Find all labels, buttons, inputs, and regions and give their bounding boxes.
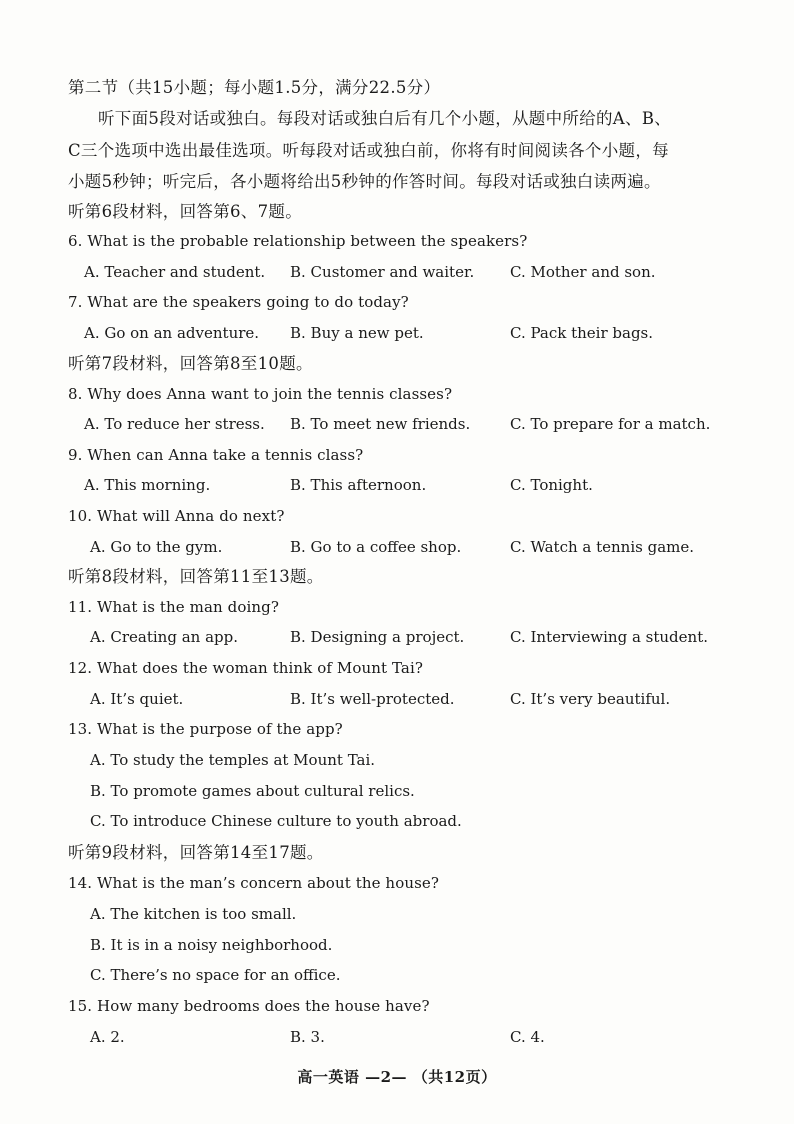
q11-option-c: C. Interviewing a student. <box>510 628 708 646</box>
q15-option-a: A. 2. <box>90 1028 125 1046</box>
q13-option-b: B. To promote games about cultural relics. <box>90 782 415 800</box>
q12-option-b: B. It’s well-protected. <box>290 690 455 708</box>
q11-option-b: B. Designing a project. <box>290 628 465 646</box>
question-8: 8. Why does Anna want to join the tennis classes? <box>68 385 453 403</box>
question-9: 9. When can Anna take a tennis class? <box>68 446 364 464</box>
q15-option-c: C. 4. <box>510 1028 545 1046</box>
q10-option-b: B. Go to a coffee shop. <box>290 538 462 556</box>
question-13: 13. What is the purpose of the app? <box>68 720 343 738</box>
question-7: 7. What are the speakers going to do today? <box>68 293 409 311</box>
q12-option-c: C. It’s very beautiful. <box>510 690 671 708</box>
q9-option-b: B. This afternoon. <box>290 476 427 494</box>
instructions-line-1: 听下面5段对话或独白。每段对话或独白后有几个小题，从题中所给的A、B、 <box>98 109 672 128</box>
q7-option-c: C. Pack their bags. <box>510 324 654 342</box>
instructions-line-2: C三个选项中选出最佳选项。听每段对话或独白前，你将有时间阅读各个小题，每 <box>68 141 669 160</box>
question-12: 12. What does the woman think of Mount Tai? <box>68 659 423 677</box>
q12-option-a: A. It’s quiet. <box>90 690 184 708</box>
q8-option-b: B. To meet new friends. <box>290 415 471 433</box>
question-6: 6. What is the probable relationship between the speakers? <box>68 232 528 250</box>
q6-option-c: C. Mother and son. <box>510 263 656 281</box>
q13-option-a: A. To study the temples at Mount Tai. <box>90 751 376 769</box>
material-7-label: 听第7段材料，回答第8至10题。 <box>68 354 313 373</box>
q7-option-b: B. Buy a new pet. <box>290 324 424 342</box>
q10-option-a: A. Go to the gym. <box>90 538 223 556</box>
q11-option-a: A. Creating an app. <box>90 628 238 646</box>
q13-option-c: C. To introduce Chinese culture to youth abroad. <box>90 812 462 830</box>
q14-option-a: A. The kitchen is too small. <box>90 905 297 923</box>
q8-option-a: A. To reduce her stress. <box>84 415 265 433</box>
q9-option-a: A. This morning. <box>84 476 211 494</box>
material-8-label: 听第8段材料，回答第11至13题。 <box>68 567 324 586</box>
page-footer: 高一英语 —2— （共12页） <box>297 1068 497 1086</box>
q10-option-c: C. Watch a tennis game. <box>510 538 695 556</box>
question-15: 15. How many bedrooms does the house have? <box>68 997 430 1015</box>
q14-option-c: C. There’s no space for an office. <box>90 966 341 984</box>
material-9-label: 听第9段材料，回答第14至17题。 <box>68 843 324 862</box>
section-header: 第二节（共15小题；每小题1.5分，满分22.5分） <box>68 78 441 97</box>
q7-option-a: A. Go on an adventure. <box>84 324 260 342</box>
question-14: 14. What is the man’s concern about the house? <box>68 874 440 892</box>
q8-option-c: C. To prepare for a match. <box>510 415 711 433</box>
q9-option-c: C. Tonight. <box>510 476 593 494</box>
material-6-label: 听第6段材料，回答第6、7题。 <box>68 202 302 221</box>
q15-option-b: B. 3. <box>290 1028 325 1046</box>
instructions-line-3: 小题5秒钟；听完后，各小题将给出5秒钟的作答时间。每段对话或独白读两遍。 <box>68 172 661 191</box>
q6-option-a: A. Teacher and student. <box>84 263 266 281</box>
question-11: 11. What is the man doing? <box>68 598 279 616</box>
q6-option-b: B. Customer and waiter. <box>290 263 475 281</box>
q14-option-b: B. It is in a noisy neighborhood. <box>90 936 333 954</box>
question-10: 10. What will Anna do next? <box>68 507 285 525</box>
